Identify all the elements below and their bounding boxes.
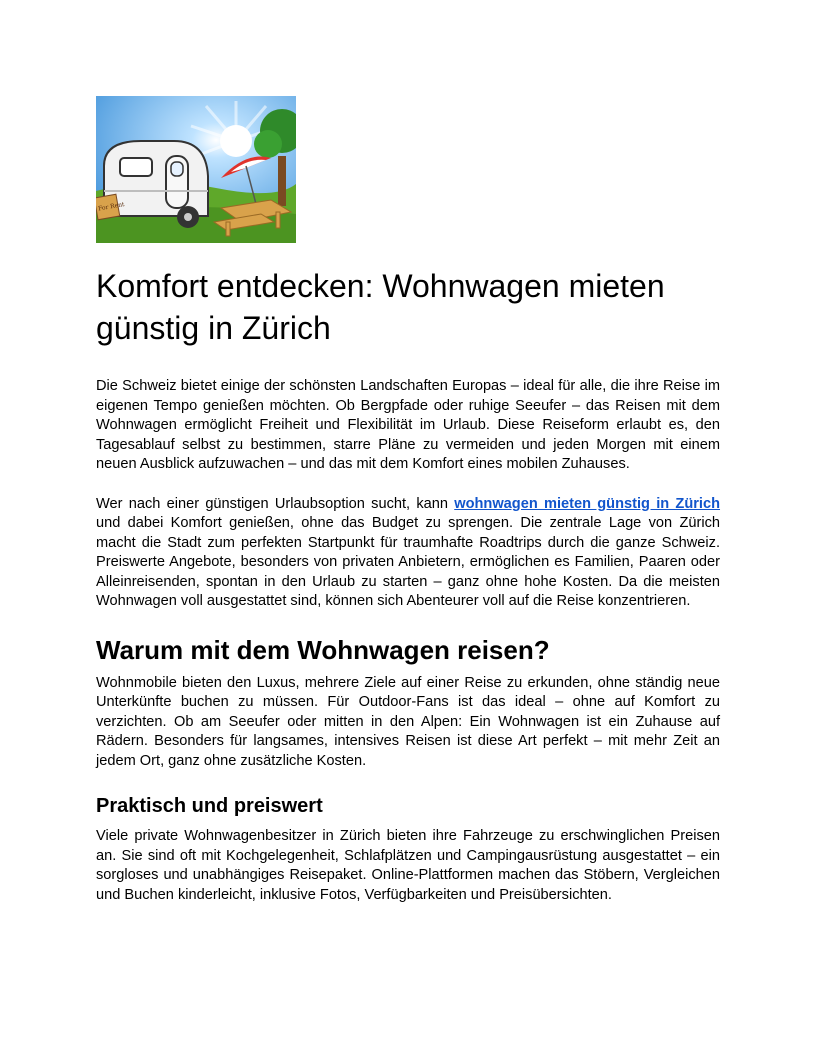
tree-crown-2 bbox=[254, 130, 282, 158]
sun bbox=[220, 125, 252, 157]
caravan-illustration bbox=[96, 96, 296, 243]
document-page bbox=[96, 96, 720, 905]
section-warum-paragraph: Wohnmobile bieten den Luxus, mehrere Ziele auf einer Reise zu erkunden, ohne ständig neue Unterkünfte buchen zu müssen. Für Outdoor-Fans ist das ideal – ohne auf Komfort zu verzichten. Ob am Seeufer oder mitten in den Alpen: Ein Wohnwagen ist ein Zuhause auf Rädern. Besonders für langsames, intensives Reisen ist diese Art perfekt – mit mehr Zeit an jedem Ort, ganz ohne zusätzliche Kosten. bbox=[96, 674, 720, 769]
door-window bbox=[171, 162, 183, 176]
page-title: Komfort entdecken: Wohnwagen mieten günstig in Zürich bbox=[96, 268, 665, 346]
section-praktisch-paragraph: Viele private Wohnwagenbesitzer in Zürich bieten ihre Fahrzeuge zu erschwinglichen Preisen an. Sie sind oft mit Kochgelegenheit, Schlafplätzen und Campingausrüstung ausgestattet – ein sorgloses und unabhängiges Reisepaket. Online-Plattformen machen das Stöbern, Vergleichen und Buchen kinderleicht, inklusive Fotos, Verfügbarkeiten und Preisübersichten. bbox=[96, 828, 720, 903]
trailer-window bbox=[120, 158, 152, 176]
intro-paragraph: Die Schweiz bietet einige der schönsten Landschaften Europas – ideal für alle, die ihre Reise im eigenen Tempo genießen möchten. Ob Bergpfade oder ruhige Seeufer – das Reisen mit dem Wohnwagen ermöglicht Freiheit und Flexibilität im Urlaub. Diese Reiseform erlaubt es, den Tagesablauf selbst zu bestimmen, starre Pläne zu vermeiden und jeden Morgen mit einem neuen Ausblick aufzuwachen – und das mit dem Komfort eines mobilen Zuhauses. bbox=[96, 378, 720, 472]
second-paragraph-after: und dabei Komfort genießen, ohne das Budget zu sprengen. Die zentrale Lage von Zürich macht die Stadt zum perfekten Startpunkt für traumhafte Roadtrips durch die ganze Schweiz. Preiswerte Angebote, besonders von privaten Anbietern, ermöglichen es Familien, Paaren oder Alleinreisenden, spontan in den Urlaub zu starten – ganz ohne hohe Kosten. Da die meisten Wohnwagen voll ausgestattet sind, können sich Abenteurer voll auf die Reise konzentrieren. bbox=[96, 515, 720, 609]
second-paragraph bbox=[96, 495, 720, 612]
wheel-hub bbox=[184, 213, 192, 221]
second-paragraph-before: Wer nach einer günstigen Urlaubsoption sucht, kann bbox=[96, 495, 455, 512]
section-heading-warum: Warum mit dem Wohnwagen reisen? bbox=[96, 634, 550, 665]
wohnwagen-mieten-link[interactable]: wohnwagen mieten günstig in Zürich bbox=[454, 495, 721, 512]
tree-trunk bbox=[278, 156, 286, 206]
for-rent-sign-text: For Rent bbox=[97, 200, 126, 213]
section-heading-praktisch: Praktisch und preiswert bbox=[96, 795, 323, 817]
